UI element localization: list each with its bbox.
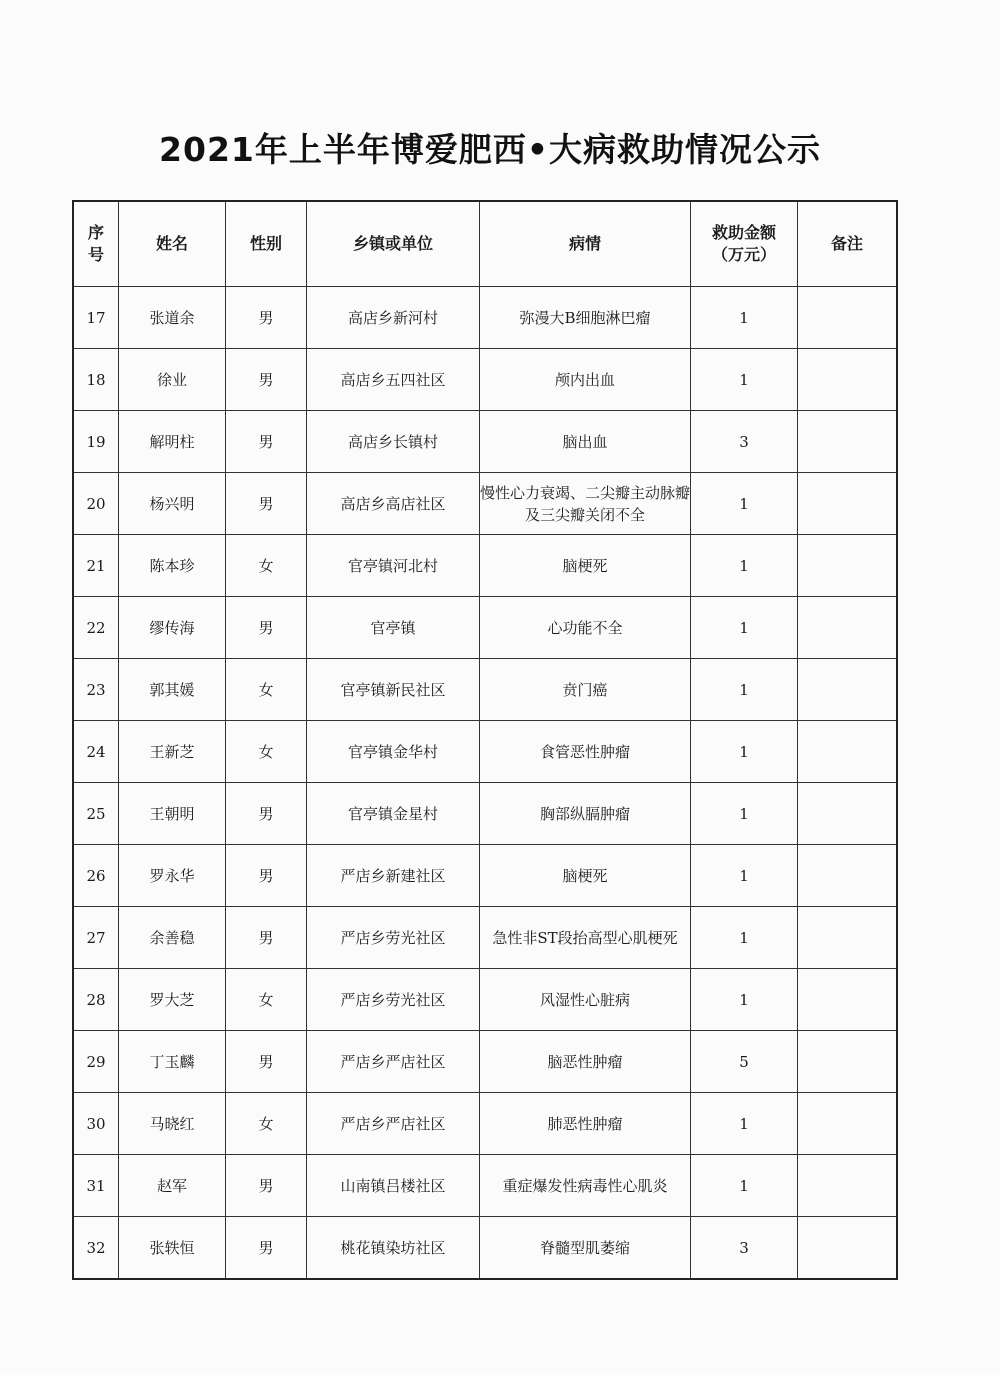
cell-unit: 官亭镇金华村 xyxy=(307,721,480,783)
header-seq-line1: 序 xyxy=(87,223,104,242)
header-amount xyxy=(691,201,798,287)
cell-amount: 1 xyxy=(691,1093,798,1155)
table-row xyxy=(73,969,897,1031)
page-title: 2021年上半年博爱肥西•大病救助情况公示 xyxy=(159,130,821,169)
table-header-row xyxy=(73,201,897,287)
cell-name: 马晓红 xyxy=(119,1093,226,1155)
cell-name: 徐业 xyxy=(119,349,226,411)
cell-gender: 男 xyxy=(226,349,307,411)
table-row xyxy=(73,907,897,969)
cell-remark xyxy=(798,1093,898,1155)
cell-amount: 1 xyxy=(691,473,798,535)
cell-gender: 男 xyxy=(226,411,307,473)
cell-amount: 5 xyxy=(691,1031,798,1093)
cell-seq: 25 xyxy=(73,783,119,845)
cell-seq: 29 xyxy=(73,1031,119,1093)
header-disease: 病情 xyxy=(480,201,691,287)
relief-table xyxy=(72,200,898,1280)
header-amount-line1: 救助金额 xyxy=(711,223,776,242)
header-remark: 备注 xyxy=(798,201,898,287)
cell-name: 赵军 xyxy=(119,1155,226,1217)
cell-remark xyxy=(798,473,898,535)
cell-name: 张轶恒 xyxy=(119,1217,226,1280)
header-gender: 性别 xyxy=(226,201,307,287)
cell-amount: 1 xyxy=(691,659,798,721)
cell-gender: 男 xyxy=(226,907,307,969)
cell-name: 罗永华 xyxy=(119,845,226,907)
cell-unit: 高店乡长镇村 xyxy=(307,411,480,473)
table-row xyxy=(73,287,897,349)
cell-name: 张道余 xyxy=(119,287,226,349)
table-row xyxy=(73,783,897,845)
cell-seq: 32 xyxy=(73,1217,119,1280)
cell-unit: 严店乡新建社区 xyxy=(307,845,480,907)
cell-unit: 山南镇吕楼社区 xyxy=(307,1155,480,1217)
table-row xyxy=(73,1031,897,1093)
cell-disease: 慢性心力衰竭、二尖瓣主动脉瓣及三尖瓣关闭不全 xyxy=(480,473,691,535)
header-seq xyxy=(73,201,119,287)
cell-remark xyxy=(798,287,898,349)
cell-remark xyxy=(798,349,898,411)
cell-remark xyxy=(798,597,898,659)
cell-gender: 女 xyxy=(226,659,307,721)
cell-gender: 男 xyxy=(226,473,307,535)
cell-remark xyxy=(798,969,898,1031)
cell-remark xyxy=(798,535,898,597)
table-row xyxy=(73,349,897,411)
cell-gender: 男 xyxy=(226,1155,307,1217)
cell-amount: 1 xyxy=(691,969,798,1031)
table-row xyxy=(73,473,897,535)
table-row xyxy=(73,1217,897,1280)
table-row xyxy=(73,535,897,597)
cell-disease: 脑出血 xyxy=(480,411,691,473)
cell-unit: 官亭镇金星村 xyxy=(307,783,480,845)
cell-amount: 3 xyxy=(691,1217,798,1280)
cell-unit: 桃花镇染坊社区 xyxy=(307,1217,480,1280)
cell-amount: 1 xyxy=(691,535,798,597)
table-row xyxy=(73,721,897,783)
cell-unit: 官亭镇新民社区 xyxy=(307,659,480,721)
header-amount-line2: （万元） xyxy=(711,245,776,264)
cell-unit: 严店乡劳光社区 xyxy=(307,907,480,969)
cell-gender: 女 xyxy=(226,969,307,1031)
header-seq-line2: 号 xyxy=(87,245,104,264)
cell-remark xyxy=(798,783,898,845)
cell-unit: 高店乡高店社区 xyxy=(307,473,480,535)
cell-seq: 18 xyxy=(73,349,119,411)
cell-amount: 1 xyxy=(691,721,798,783)
cell-disease: 脑梗死 xyxy=(480,845,691,907)
header-unit: 乡镇或单位 xyxy=(307,201,480,287)
cell-unit: 官亭镇 xyxy=(307,597,480,659)
cell-remark xyxy=(798,845,898,907)
cell-unit: 高店乡五四社区 xyxy=(307,349,480,411)
cell-name: 丁玉麟 xyxy=(119,1031,226,1093)
cell-seq: 17 xyxy=(73,287,119,349)
cell-disease: 贲门癌 xyxy=(480,659,691,721)
cell-unit: 官亭镇河北村 xyxy=(307,535,480,597)
cell-disease: 颅内出血 xyxy=(480,349,691,411)
cell-amount: 1 xyxy=(691,1155,798,1217)
table-row xyxy=(73,1093,897,1155)
cell-seq: 30 xyxy=(73,1093,119,1155)
cell-gender: 男 xyxy=(226,597,307,659)
cell-gender: 男 xyxy=(226,845,307,907)
cell-amount: 1 xyxy=(691,349,798,411)
cell-unit: 严店乡严店社区 xyxy=(307,1093,480,1155)
cell-seq: 23 xyxy=(73,659,119,721)
table-row xyxy=(73,597,897,659)
cell-disease: 弥漫大B细胞淋巴瘤 xyxy=(480,287,691,349)
cell-name: 罗大芝 xyxy=(119,969,226,1031)
cell-disease: 重症爆发性病毒性心肌炎 xyxy=(480,1155,691,1217)
cell-unit: 高店乡新河村 xyxy=(307,287,480,349)
cell-disease: 胸部纵膈肿瘤 xyxy=(480,783,691,845)
table-row xyxy=(73,411,897,473)
cell-disease: 心功能不全 xyxy=(480,597,691,659)
cell-gender: 男 xyxy=(226,1217,307,1280)
cell-seq: 31 xyxy=(73,1155,119,1217)
cell-gender: 女 xyxy=(226,535,307,597)
cell-amount: 1 xyxy=(691,597,798,659)
cell-gender: 男 xyxy=(226,1031,307,1093)
cell-seq: 26 xyxy=(73,845,119,907)
cell-seq: 19 xyxy=(73,411,119,473)
table-row xyxy=(73,659,897,721)
cell-disease: 食管恶性肿瘤 xyxy=(480,721,691,783)
table-body xyxy=(73,287,897,1280)
cell-remark xyxy=(798,1217,898,1280)
cell-seq: 24 xyxy=(73,721,119,783)
cell-amount: 1 xyxy=(691,287,798,349)
cell-remark xyxy=(798,907,898,969)
cell-disease: 风湿性心脏病 xyxy=(480,969,691,1031)
cell-gender: 女 xyxy=(226,721,307,783)
cell-remark xyxy=(798,1155,898,1217)
cell-name: 王朝明 xyxy=(119,783,226,845)
cell-disease: 急性非ST段抬高型心肌梗死 xyxy=(480,907,691,969)
cell-seq: 21 xyxy=(73,535,119,597)
cell-remark xyxy=(798,411,898,473)
cell-name: 郭其媛 xyxy=(119,659,226,721)
cell-gender: 男 xyxy=(226,783,307,845)
header-name: 姓名 xyxy=(119,201,226,287)
cell-seq: 20 xyxy=(73,473,119,535)
cell-unit: 严店乡劳光社区 xyxy=(307,969,480,1031)
table-row xyxy=(73,1155,897,1217)
cell-seq: 22 xyxy=(73,597,119,659)
cell-amount: 1 xyxy=(691,783,798,845)
cell-gender: 女 xyxy=(226,1093,307,1155)
cell-gender: 男 xyxy=(226,287,307,349)
cell-name: 陈本珍 xyxy=(119,535,226,597)
cell-name: 杨兴明 xyxy=(119,473,226,535)
cell-disease: 肺恶性肿瘤 xyxy=(480,1093,691,1155)
cell-name: 余善稳 xyxy=(119,907,226,969)
cell-name: 王新芝 xyxy=(119,721,226,783)
cell-disease: 脑梗死 xyxy=(480,535,691,597)
cell-seq: 27 xyxy=(73,907,119,969)
cell-name: 解明柱 xyxy=(119,411,226,473)
cell-disease: 脊髓型肌萎缩 xyxy=(480,1217,691,1280)
cell-amount: 3 xyxy=(691,411,798,473)
cell-unit: 严店乡严店社区 xyxy=(307,1031,480,1093)
cell-remark xyxy=(798,721,898,783)
table-row xyxy=(73,845,897,907)
cell-seq: 28 xyxy=(73,969,119,1031)
cell-remark xyxy=(798,1031,898,1093)
cell-disease: 脑恶性肿瘤 xyxy=(480,1031,691,1093)
cell-amount: 1 xyxy=(691,907,798,969)
cell-remark xyxy=(798,659,898,721)
cell-amount: 1 xyxy=(691,845,798,907)
cell-name: 缪传海 xyxy=(119,597,226,659)
